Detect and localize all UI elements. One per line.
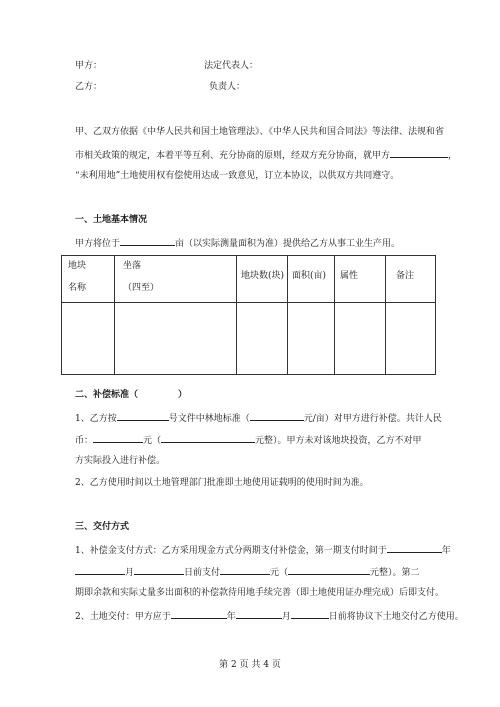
header-count-cell xyxy=(237,256,288,303)
preamble-line-3: “未利用地”土地使用权有偿使用达成一致意见，订立本协议，以供双方共同遵守。 xyxy=(75,171,400,181)
blank-first-payment-month[interactable] xyxy=(75,565,125,575)
blank-delivery-year[interactable] xyxy=(171,609,227,619)
cell-location[interactable] xyxy=(115,303,237,375)
section-3-item-1-line-3: 期即余款和实际丈量多出面积的补偿款待用地手续完善（即土地使用证办理完成）后即支付。 xyxy=(75,588,445,598)
blank-delivery-month[interactable] xyxy=(236,609,282,619)
header-remark: 备注 xyxy=(396,271,415,281)
cell-plot-name[interactable] xyxy=(62,303,115,375)
s3-item2-a: 2、土地交付：甲方应于 xyxy=(75,612,171,622)
s3-item1-f: 元整）。第二 xyxy=(370,568,420,578)
section-2-title xyxy=(75,389,187,401)
s3-item1-b: 年 xyxy=(441,546,451,556)
blank-party-a-location[interactable] xyxy=(390,148,448,158)
blank-plot-location[interactable] xyxy=(120,236,175,246)
header-area: 面积(亩) xyxy=(292,271,327,281)
preamble-line-2 xyxy=(75,148,457,162)
section-2-title-text: 二、补偿标准（ xyxy=(75,390,139,400)
preamble-line-2-text: 市相关政策的规定，本着平等互利、充分协商的原则，经双方充分协商，就甲方 xyxy=(75,151,391,161)
blank-first-payment-amount[interactable] xyxy=(220,565,270,575)
preamble-line-1: 甲、乙双方依据《中华人民共和国土地管理法》、《中华人民共和国合同法》等法律、法规和省 xyxy=(75,127,445,137)
header-boundary: （四至） xyxy=(123,283,160,293)
section-2-item-1-line-3: 方实际投入进行补偿。 xyxy=(75,456,166,466)
s2-item1-d: 币： xyxy=(75,436,94,446)
header-plot-name xyxy=(62,256,115,303)
cell-area[interactable] xyxy=(288,303,335,375)
section-2-title-close: ） xyxy=(178,390,188,400)
s3-item1-e: 元（ xyxy=(270,568,289,578)
blank-document-number[interactable] xyxy=(117,411,169,421)
s3-item1-a: 1、补偿金支付方式：乙方采用现金方式分两期支付补偿金，第一期支付时间于 xyxy=(75,546,387,556)
s2-item1-a: 1、乙方按 xyxy=(75,414,117,424)
section-3-title: 三、交付方式 xyxy=(75,522,130,532)
s2-item1-f: 元整）。甲方未对该地块投资，乙方不对甲 xyxy=(255,436,422,446)
blank-first-payment-year[interactable] xyxy=(387,543,442,553)
s3-item2-d: 日前将协议下土地交付乙方使用。 xyxy=(328,612,464,622)
s2-item1-c: 元/亩）对甲方进行补偿。共计人民 xyxy=(303,414,442,424)
section-1-text xyxy=(75,236,400,250)
s2-item1-b: 号文件中林地标准（ xyxy=(168,414,250,424)
legal-rep-label: 法定代表人： xyxy=(204,61,259,71)
blank-total-amount[interactable] xyxy=(93,433,143,443)
responsible-label: 负责人： xyxy=(209,82,246,92)
s3-item1-d: 日前支付 xyxy=(184,568,221,578)
s3-item2-c: 月 xyxy=(281,612,291,622)
s2-item1-e: 元（ xyxy=(143,436,162,446)
land-info-table xyxy=(61,255,436,375)
s3-item2-b: 年 xyxy=(226,612,236,622)
party-a-label: 甲方： xyxy=(75,61,103,71)
section-2-item-1-line-1 xyxy=(75,411,442,425)
header-name: 名称 xyxy=(68,283,87,293)
cell-remark[interactable] xyxy=(386,303,436,375)
preamble-comma: ， xyxy=(448,151,458,161)
header-remark-cell xyxy=(386,256,436,303)
blank-delivery-day[interactable] xyxy=(291,609,329,619)
section-3-item-2 xyxy=(75,609,464,623)
section-1-text-a: 甲方将位于 xyxy=(75,239,121,249)
header-plot: 地块 xyxy=(68,261,87,271)
header-area-cell xyxy=(288,256,335,303)
section-2-item-2: 2、乙方使用时间以土地管理部门批准即土地使用证载明的使用时间为准。 xyxy=(75,478,369,488)
header-count: 地块数(块) xyxy=(241,271,285,281)
cell-attribute[interactable] xyxy=(335,303,386,375)
section-3-item-1-line-1 xyxy=(75,543,451,557)
section-1-title: 一、土地基本情况 xyxy=(75,215,148,225)
blank-first-payment-words[interactable] xyxy=(288,565,370,575)
section-2-item-1-line-2 xyxy=(75,433,422,447)
cell-count[interactable] xyxy=(237,303,288,375)
header-attribute-cell xyxy=(335,256,386,303)
table-row xyxy=(62,303,436,375)
blank-total-amount-words[interactable] xyxy=(161,433,255,443)
section-3-item-1-line-2 xyxy=(75,565,420,579)
blank-first-payment-day[interactable] xyxy=(134,565,184,575)
header-location-cell xyxy=(115,256,237,303)
section-1-text-b: 亩（以实际测量面积为准）提供给乙方从事工业生产用。 xyxy=(175,239,401,249)
blank-price-per-mu[interactable] xyxy=(250,411,304,421)
header-attribute: 属性 xyxy=(340,271,359,281)
party-b-label: 乙方： xyxy=(75,82,103,92)
header-location: 坐落 xyxy=(123,261,142,271)
s3-item1-c: 月 xyxy=(125,568,135,578)
table-header-row xyxy=(62,256,436,303)
page-number: 第 2 页 共 4 页 xyxy=(219,660,281,670)
